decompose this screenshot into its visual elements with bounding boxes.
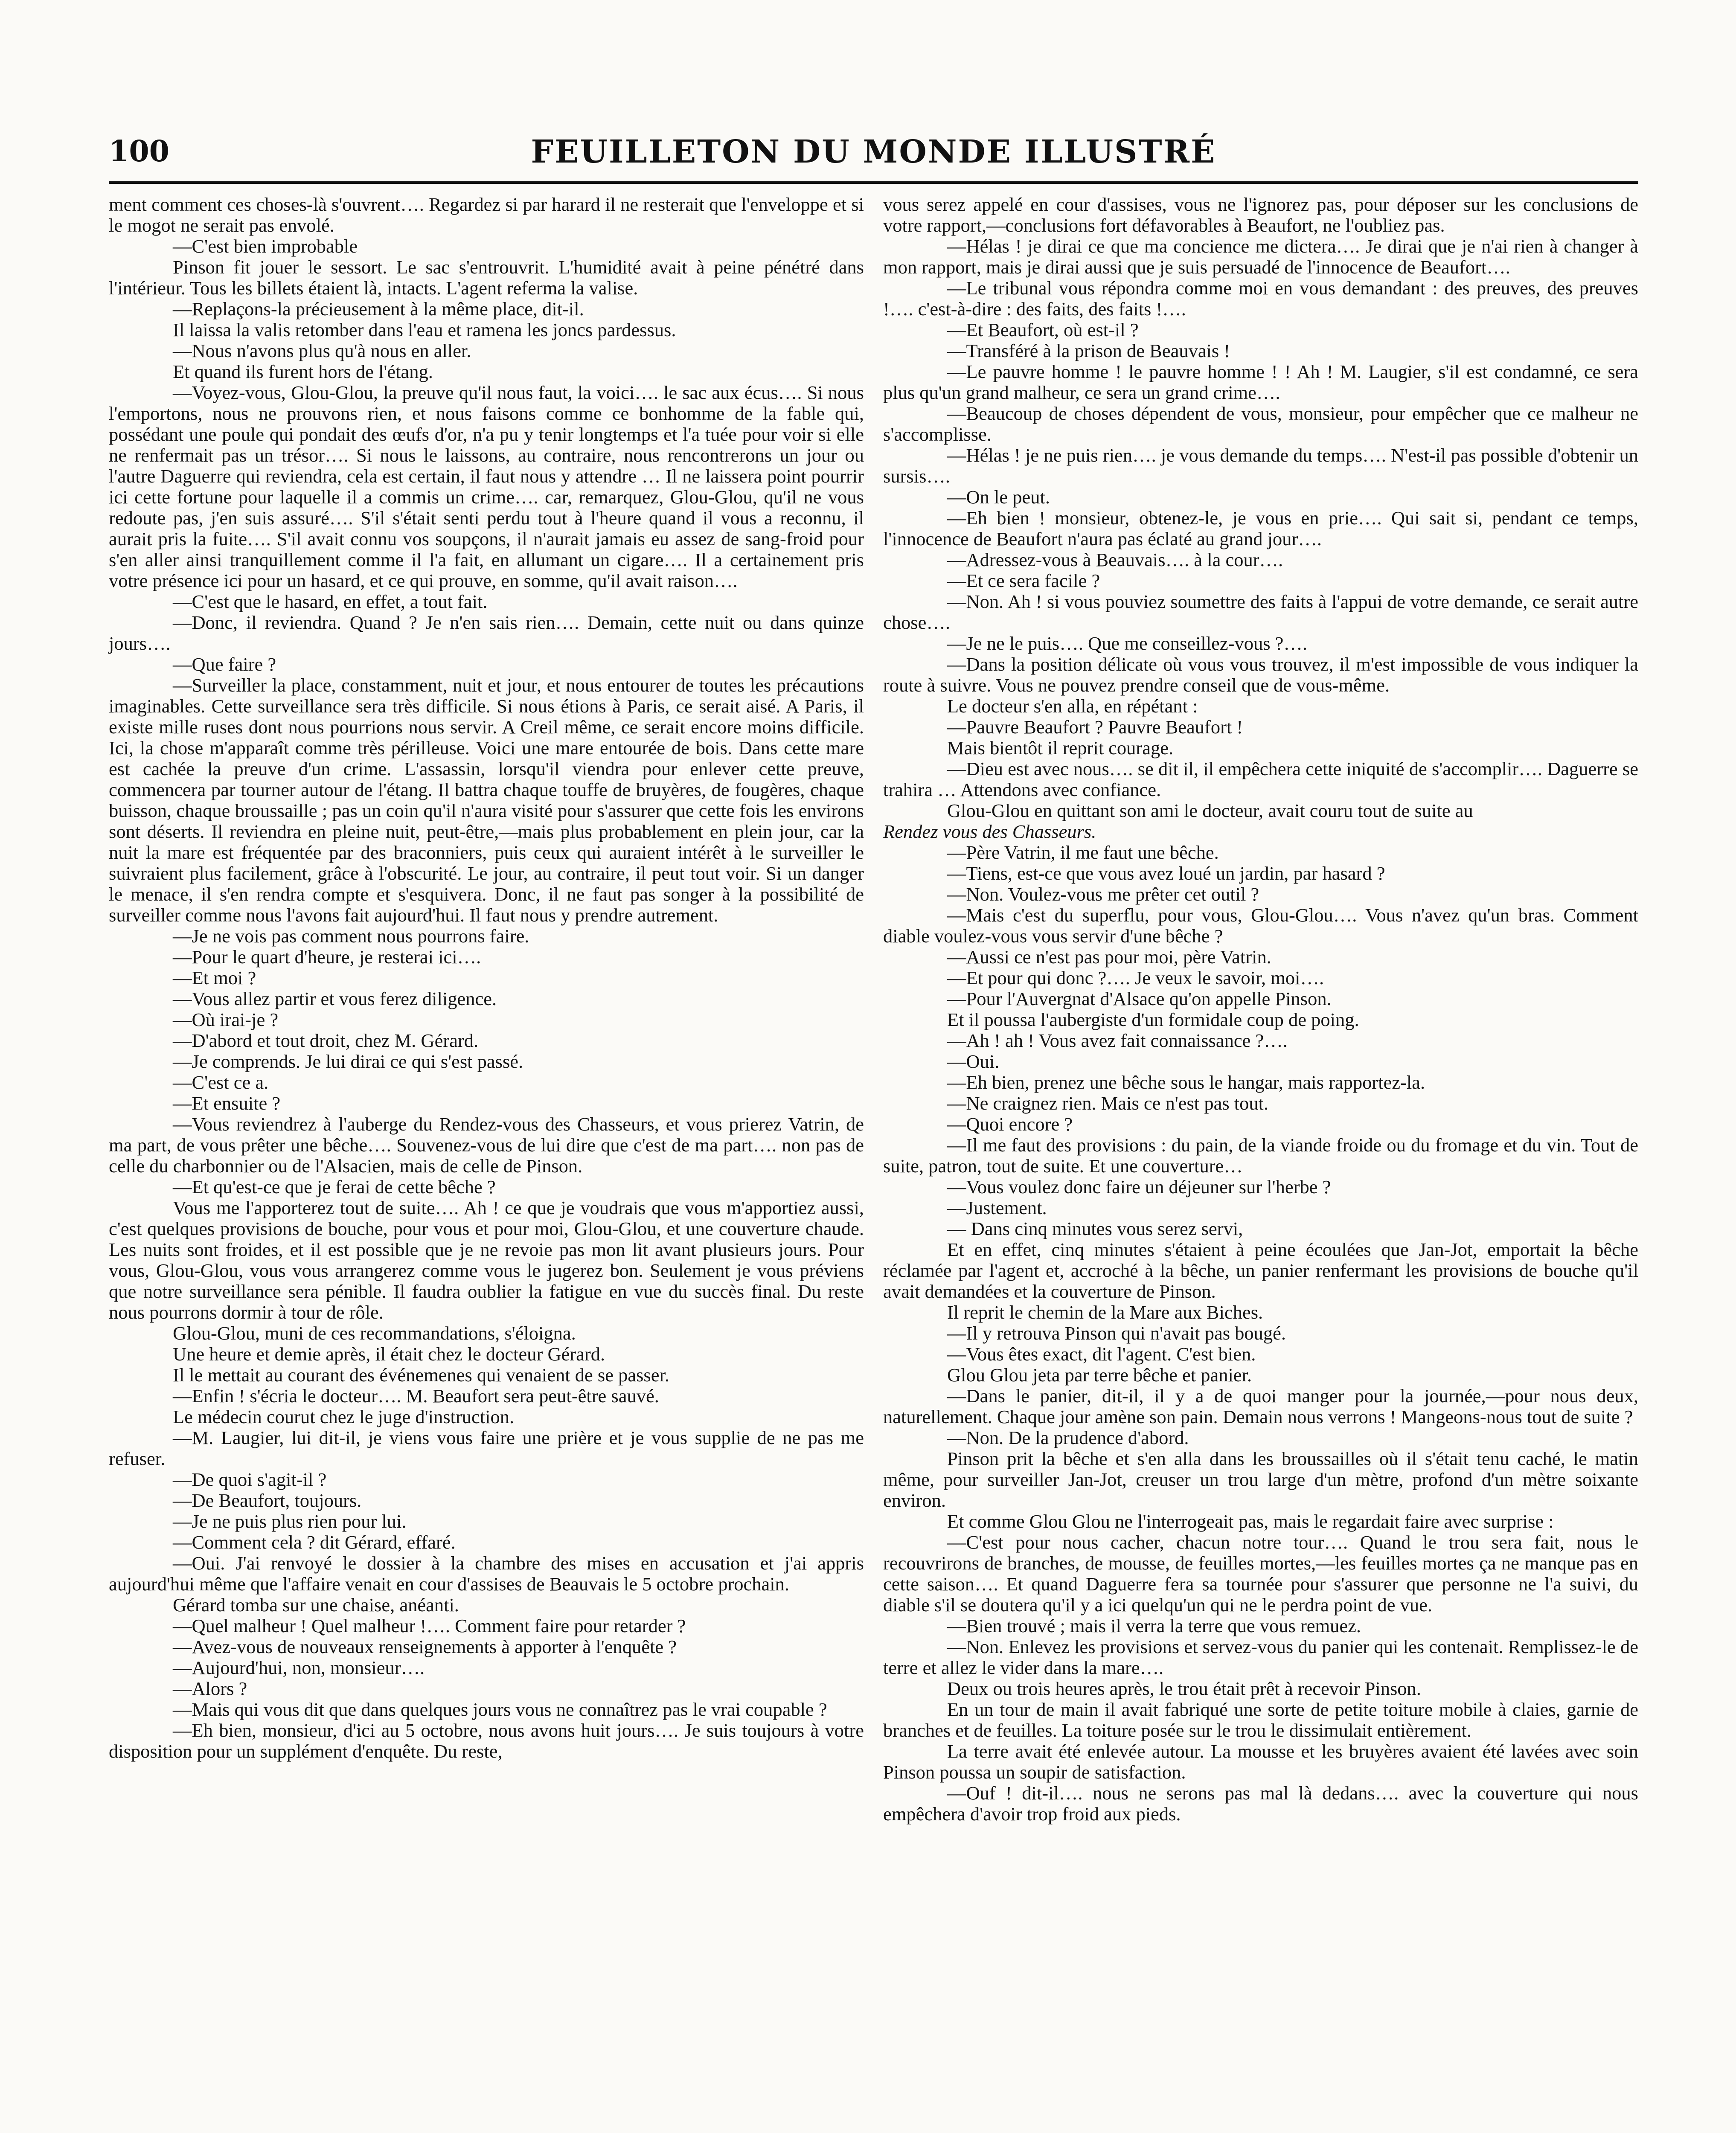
- paragraph: Pinson fit jouer le sessort. Le sac s'entrouvrit. L'humidité avait à peine pénétré dans l'intérieur. Tous les billets étaient là, intacts. L'agent referma la valise.: [109, 256, 864, 299]
- paragraph: —Vous voulez donc faire un déjeuner sur l'herbe ?: [947, 1176, 1331, 1197]
- page-number: 100: [109, 134, 169, 169]
- paragraph: Il reprit le chemin de la Mare aux Biches.: [947, 1302, 1263, 1323]
- paragraph: Pinson prit la bêche et s'en alla dans les broussailles où il s'était tenu caché, le matin même, pour surveiller Jan-Jot, creuser un trou large d'un mètre, profond d'un mètre soixante environ.: [883, 1448, 1638, 1511]
- paragraph: Le docteur s'en alla, en répétant :: [947, 695, 1198, 717]
- paragraph: Le médecin courut chez le juge d'instruction.: [173, 1406, 515, 1427]
- paragraph: —Non. Voulez-vous me prêter cet outil ?: [947, 883, 1259, 905]
- paragraph: —Et Beaufort, où est-il ?: [947, 319, 1139, 340]
- paragraph: [883, 821, 1638, 842]
- paragraph: —Voyez-vous, Glou-Glou, la preuve qu'il nous faut, la voici…. le sac aux écus…. Si nous l'emportons, nous ne prouvons rien, et nous faisons comme ce bonhomme de la fable qui, possédant une poule qui pondait des œufs d'or, n'a pu y tenir longtemps et l'a tuée pour voir si elle ne renfermait pas un trésor…. Si nous le laissons, au contraire, nous rencontrerons un jour ou l'autre Daguerre qui reviendra, cela est certain, il faut nous y attendre … Il ne laissera point pourrir ici cette fortune pour laquelle il a commis un crime…. car, remarquez, Glou-Glou, qu'il ne vous redoute pas, j'en suis assuré…. S'il s'était senti perdu tout à l'heure quand il vous a reconnu, il aurait pris la fuite…. S'il avait connu vos soupçons, il n'aurait jamais eu assez de sang-froid pour s'en aller ainsi tranquillement comme il l'a fait, en allumant un cigare…. Il a certainement pris votre présence ici pour un hasard, et ce qui prouve, en somme, qu'il avait raison….: [109, 382, 864, 591]
- paragraph: —Et ensuite ?: [173, 1093, 281, 1114]
- paragraph: Et quand ils furent hors de l'étang.: [173, 361, 433, 382]
- paragraph: —Père Vatrin, il me faut une bêche.: [947, 842, 1219, 863]
- paragraph: —Ne craignez rien. Mais ce n'est pas tout.: [947, 1093, 1269, 1114]
- paragraph: —Tiens, est-ce que vous avez loué un jardin, par hasard ?: [947, 863, 1385, 884]
- paragraph: —Adressez-vous à Beauvais…. à la cour….: [947, 549, 1283, 570]
- paragraph: —Hélas ! je dirai ce que ma concience me dictera…. Je dirai que je n'ai rien à changer à mon rapport, mais je dirai aussi que je suis persuadé de l'innocence de Beaufort….: [883, 235, 1638, 278]
- paragraph: —Dieu est avec nous…. se dit il, il empêchera cette iniquité de s'accomplir…. Daguerre se trahira … Attendons avec confiance.: [883, 758, 1638, 800]
- paragraph: —Beaucoup de choses dépendent de vous, monsieur, pour empêcher que ce malheur ne s'accomplisse.: [883, 403, 1638, 445]
- paragraph: —Bien trouvé ; mais il verra la terre que vous remuez.: [947, 1615, 1361, 1636]
- paragraph: —Donc, il reviendra. Quand ? Je n'en sais rien…. Demain, cette nuit ou dans quinze jours….: [109, 612, 864, 654]
- paragraph: —M. Laugier, lui dit-il, je viens vous faire une prière et je vous supplie de ne pas me refuser.: [109, 1427, 864, 1469]
- paragraph: —On le peut.: [947, 486, 1050, 508]
- paragraph: —Quoi encore ?: [947, 1113, 1073, 1135]
- paragraph: ment comment ces choses-là s'ouvrent…. Regardez si par harard il ne resterait que l'enveloppe et si le mogot ne serait pas envolé.: [109, 194, 864, 236]
- paragraph: Deux ou trois heures après, le trou était prêt à recevoir Pinson.: [947, 1678, 1421, 1699]
- italic-inn-name: Rendez vous des Chasseurs.: [883, 821, 1096, 842]
- paragraph: —Eh bien ! monsieur, obtenez-le, je vous en prie…. Qui sait si, pendant ce temps, l'innocence de Beaufort n'aura pas éclaté au grand jour….: [883, 507, 1638, 549]
- paragraph: Vous me l'apporterez tout de suite…. Ah ! ce que je voudrais que vous m'apportiez aussi, c'est quelques provisions de bouche, pour vous et pour moi, Glou-Glou, et une couverture chaude. Les nuits sont froides, et il est possible que je ne revoie pas mon lit avant plusieurs jours. Pour vous, Glou-Glou, vous vous arrangerez comme vous le jugerez bon. Seulement je vous préviens que notre surveillance sera pénible. Il faudra oublier la fatigue en vue du succès final. Du reste nous pourrons dormir à tour de rôle.: [109, 1197, 864, 1323]
- paragraph: —Nous n'avons plus qu'à nous en aller.: [173, 340, 471, 361]
- paragraph: —Eh bien, prenez une bêche sous le hangar, mais rapportez-la.: [947, 1072, 1425, 1093]
- paragraph: Une heure et demie après, il était chez le docteur Gérard.: [173, 1343, 605, 1365]
- paragraph: —Surveiller la place, constamment, nuit et jour, et nous entourer de toutes les précautions imaginables. Cette surveillance sera très difficile. Si nous étions à Paris, ce serait aisé. A Paris, il existe mille ruses dont nous pourrions nous servir. A Creil même, ce serait encore moins difficile. Ici, la chose m'apparaît comme très périlleuse. Voici une mare entourée de bois. Dans cette mare est cachée la preuve d'un crime. L'assassin, lorsqu'il viendra pour enlever cette preuve, commencera par tourner autour de l'étang. Il battra chaque touffe de bruyères, de fougères, chaque buisson, chaque broussaille ; pas un coin qu'il n'aura visité pour s'assurer que cette fois les environs sont déserts. Il reviendra en pleine nuit, peut-être,—mais plus probablement en plein jour, car la nuit la mare est fréquentée par des braconniers, puis ceux qui auraient intérêt à le surveiller le suivraient plus facilement, grâce à l'obscurité. Le jour, au contraire, il peut tout voir. Si un danger le menace, il s'en rendra compte et s'esquivera. Donc, il ne faut pas songer à la possibilité de surveiller comme nous l'avons fait aujourd'hui. Il faut nous y prendre autrement.: [109, 674, 864, 926]
- paragraph: La terre avait été enlevée autour. La mousse et les bruyères avaient été lavées avec soin Pinson poussa un soupir de satisfaction.: [883, 1741, 1638, 1783]
- paragraph: —Et pour qui donc ?…. Je veux le savoir, moi….: [947, 967, 1324, 988]
- paragraph: —Hélas ! je ne puis rien…. je vous demande du temps…. N'est-il pas possible d'obtenir un sursis….: [883, 445, 1638, 487]
- paragraph: — Dans cinq minutes vous serez servi,: [947, 1218, 1243, 1239]
- paragraph: —Ouf ! dit-il…. nous ne serons pas mal là dedans…. avec la couverture qui nous empêchera d'avoir trop froid aux pieds.: [883, 1782, 1638, 1825]
- paragraph: —Non. Enlevez les provisions et servez-vous du panier qui les contenait. Remplissez-le de terre et allez le vider dans la mare….: [883, 1636, 1638, 1678]
- paragraph: —Eh bien, monsieur, d'ici au 5 octobre, nous avons huit jours…. Je suis toujours à votre disposition pour un supplément d'enquête. Du reste,: [109, 1720, 864, 1762]
- paragraph: —Justement.: [947, 1197, 1047, 1218]
- paragraph: Glou-Glou, muni de ces recommandations, s'éloigna.: [173, 1322, 576, 1344]
- paragraph: —Et ce sera facile ?: [947, 570, 1100, 591]
- running-title: FEUILLETON DU MONDE ILLUSTRÉ: [531, 134, 1216, 170]
- paragraph: —Je ne puis plus rien pour lui.: [173, 1511, 407, 1532]
- paragraph: Gérard tomba sur une chaise, anéanti.: [173, 1594, 459, 1616]
- paragraph: —Je ne vois pas comment nous pourrons faire.: [173, 925, 529, 947]
- paragraph: —Comment cela ? dit Gérard, effaré.: [173, 1531, 456, 1553]
- paragraph: —Replaçons-la précieusement à la même place, dit-il.: [173, 298, 584, 320]
- paragraph: Et comme Glou Glou ne l'interrogeait pas, mais le regardait faire avec surprise :: [947, 1511, 1554, 1532]
- paragraph: —Aujourd'hui, non, monsieur….: [173, 1657, 425, 1678]
- paragraph: —Où irai-je ?: [173, 1009, 279, 1030]
- paragraph: Glou-Glou en quittant son ami le docteur, avait couru tout de suite au: [947, 800, 1473, 821]
- paragraph: —Mais c'est du superflu, pour vous, Glou-Glou…. Vous n'avez qu'un bras. Comment diable voulez-vous vous servir d'une bêche ?: [883, 904, 1638, 947]
- paragraph: —Je ne le puis…. Que me conseillez-vous ?….: [947, 633, 1308, 654]
- paragraph: Mais bientôt il reprit courage.: [947, 737, 1174, 758]
- paragraph: —Oui.: [947, 1051, 1000, 1072]
- paragraph: —Avez-vous de nouveaux renseignements à apporter à l'enquête ?: [173, 1636, 677, 1657]
- paragraph: —Le tribunal vous répondra comme moi en vous demandant : des preuves, des preuves !…. c'est-à-dire : des faits, des faits !….: [883, 277, 1638, 320]
- right-column: [883, 194, 1638, 1825]
- paragraph: —Pour le quart d'heure, je resterai ici….: [173, 946, 481, 968]
- paragraph: —Mais qui vous dit que dans quelques jours vous ne connaîtrez pas le vrai coupable ?: [173, 1699, 827, 1720]
- paragraph: —Pauvre Beaufort ? Pauvre Beaufort !: [947, 716, 1243, 738]
- paragraph: —Oui. J'ai renvoyé le dossier à la chambre des mises en accusation et j'ai appris aujourd'hui même que l'affaire venait en cour d'assises de Beauvais le 5 octobre prochain.: [109, 1552, 864, 1595]
- left-column: [109, 194, 864, 1762]
- paragraph: —Il y retrouva Pinson qui n'avait pas bougé.: [947, 1322, 1286, 1344]
- paragraph: —Enfin ! s'écria le docteur…. M. Beaufort sera peut-être sauvé.: [173, 1385, 659, 1407]
- paragraph: Glou Glou jeta par terre bêche et panier.: [947, 1364, 1252, 1386]
- paragraph: En un tour de main il avait fabriqué une sorte de petite toiture mobile à claies, garnie de branches et de feuilles. La toiture posée sur le trou le dissimulait entièrement.: [883, 1699, 1638, 1741]
- paragraph: —Alors ?: [173, 1678, 247, 1699]
- paragraph: —Et qu'est-ce que je ferai de cette bêche ?: [173, 1176, 496, 1197]
- paragraph: —Quel malheur ! Quel malheur !…. Comment faire pour retarder ?: [173, 1615, 686, 1636]
- paragraph: —Dans la position délicate où vous vous trouvez, il m'est impossible de vous indiquer la route à suivre. Vous ne pouvez prendre conseil que de vous-même.: [883, 654, 1638, 696]
- paragraph: Il laissa la valis retomber dans l'eau et ramena les joncs pardessus.: [173, 319, 676, 340]
- paragraph: —Le pauvre homme ! le pauvre homme ! ! Ah ! M. Laugier, s'il est condamné, ce sera plus qu'un grand malheur, ce sera un grand crime….: [883, 361, 1638, 403]
- paragraph: —De quoi s'agit-il ?: [173, 1469, 327, 1490]
- paragraph: —Ah ! ah ! Vous avez fait connaissance ?….: [947, 1030, 1288, 1051]
- paragraph: —Et moi ?: [173, 967, 256, 988]
- paragraph: Et en effet, cinq minutes s'étaient à peine écoulées que Jan-Jot, emportait la bêche réclamée par l'agent et, accroché à la bêche, un panier renfermant les provisions de bouche qu'il avait demandées et la couverture de Pinson.: [883, 1239, 1638, 1302]
- paragraph: —Il me faut des provisions : du pain, de la viande froide ou du fromage et du vin. Tout de suite, patron, tout de suite. Et une couverture…: [883, 1134, 1638, 1177]
- paragraph: —C'est que le hasard, en effet, a tout fait.: [173, 591, 488, 612]
- paragraph: —C'est ce a.: [173, 1072, 269, 1093]
- paragraph: —De Beaufort, toujours.: [173, 1490, 362, 1511]
- paragraph: —Non. Ah ! si vous pouviez soumettre des faits à l'appui de votre demande, ce serait autre chose….: [883, 591, 1638, 633]
- paragraph: —Aussi ce n'est pas pour moi, père Vatrin.: [947, 946, 1271, 968]
- paragraph: —C'est bien improbable: [173, 235, 358, 257]
- paragraph: —Vous allez partir et vous ferez diligence.: [173, 988, 497, 1009]
- paragraph: —Pour l'Auvergnat d'Alsace qu'on appelle Pinson.: [947, 988, 1332, 1009]
- paragraph: Il le mettait au courant des événemenes qui venaient de se passer.: [173, 1364, 669, 1386]
- paragraph: Et il poussa l'aubergiste d'un formidale coup de poing.: [947, 1009, 1359, 1030]
- paragraph: —Vous reviendrez à l'auberge du Rendez-vous des Chasseurs, et vous prierez Vatrin, de ma part, de vous prêter une bêche…. Souvenez-vous de lui dire que c'est de ma part…. non pas de celle du charbonnier ou de l'Alsacien, mais de celle de Pinson.: [109, 1113, 864, 1177]
- page-header: [109, 130, 1638, 184]
- paragraph: —Que faire ?: [173, 654, 276, 675]
- paragraph: —C'est pour nous cacher, chacun notre tour…. Quand le trou sera fait, nous le recouvrirons de branches, de mousse, de feuilles mortes,—les feuilles mortes ça ne manque pas en cette saison…. Et quand Daguerre fera sa tournée pour s'assurer que personne ne l'a suivi, du diable s'il se doutera qu'il y a ici quelqu'un qui ne le perdra point de vue.: [883, 1531, 1638, 1616]
- paragraph: —Je comprends. Je lui dirai ce qui s'est passé.: [173, 1051, 523, 1072]
- paragraph: —Dans le panier, dit-il, il y a de quoi manger pour la journée,—pour nous deux, naturellement. Chaque jour amène son pain. Demain nous verrons ! Mangeons-nous tout de suite ?: [883, 1385, 1638, 1427]
- paragraph: vous serez appelé en cour d'assises, vous ne l'ignorez pas, pour déposer sur les conclusions de votre rapport,—conclusions fort défavorables à Beaufort, ne l'oubliez pas.: [883, 194, 1638, 236]
- paragraph: —Transféré à la prison de Beauvais !: [947, 340, 1230, 361]
- paragraph: —D'abord et tout droit, chez M. Gérard.: [173, 1030, 479, 1051]
- paragraph: —Vous êtes exact, dit l'agent. C'est bien.: [947, 1343, 1256, 1365]
- paragraph: —Non. De la prudence d'abord.: [947, 1427, 1189, 1448]
